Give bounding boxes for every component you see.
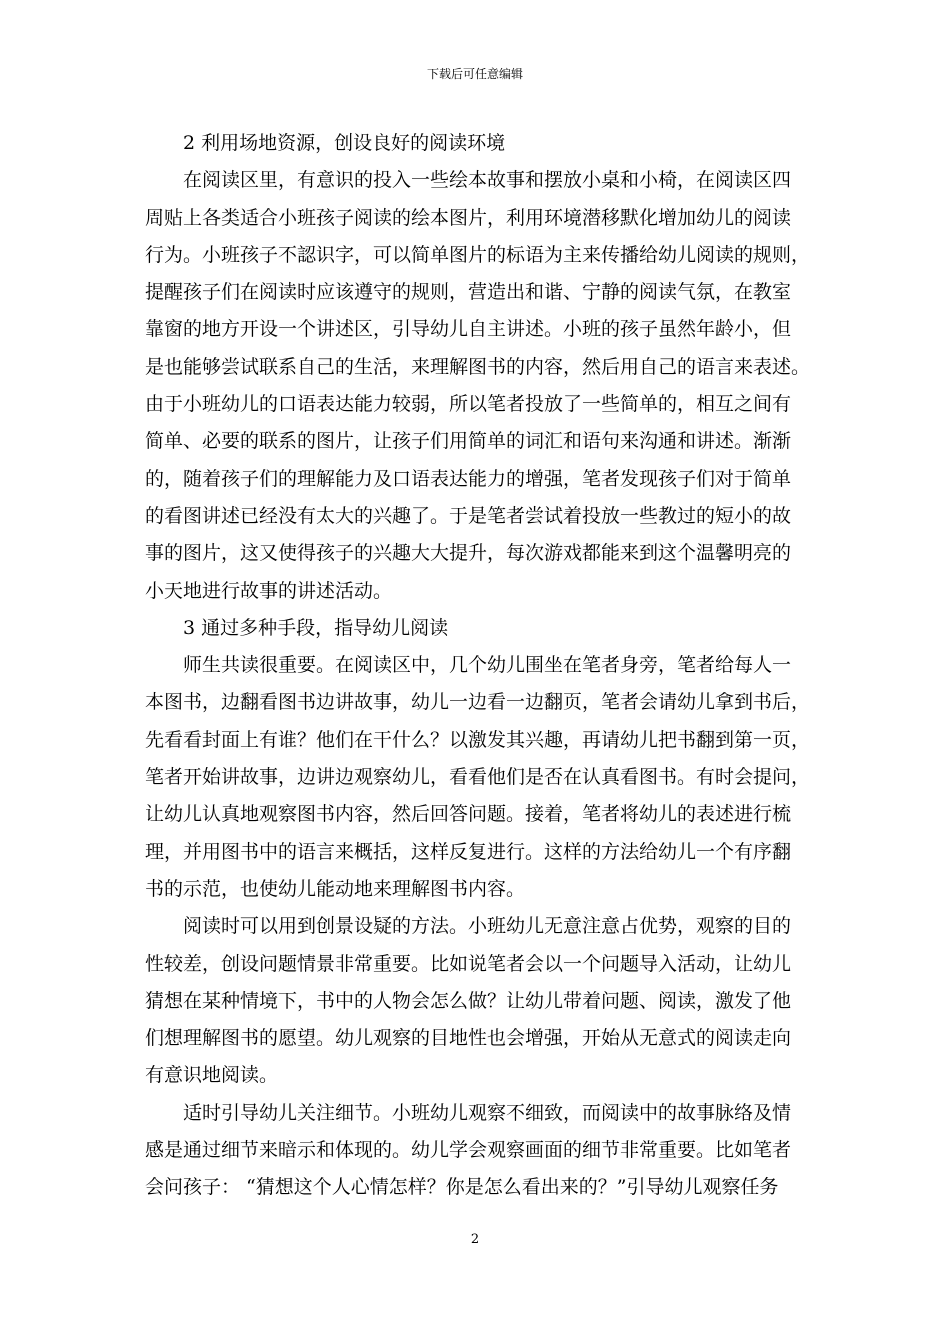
text-line: 会问孩子： “猜想这个人心情怎样？你是怎么看出来的？”引导幼儿观察任务 bbox=[145, 1176, 779, 1199]
text-line: 理，并用图书中的语言来概括，这样反复进行。这样的方法给幼儿一个有序翻 bbox=[145, 840, 792, 863]
text-line: 2 利用场地资源，创设良好的阅读环境 bbox=[183, 132, 506, 154]
text-line: 行为。小班孩子不認识字，可以简单图片的标语为主来传播给幼儿阅读的规则， bbox=[145, 243, 811, 266]
text-line: 本图书，边翻看图书边讲故事，幼儿一边看一边翻页，笔者会请幼儿拿到书后， bbox=[145, 691, 811, 714]
text-line: 提醒孩子们在阅读时应该遵守的规则，营造出和谐、宁静的阅读气氛，在教室 bbox=[145, 281, 792, 304]
text-line: 的看图讲述已经没有太大的兴趣了。于是笔者尝试着投放一些教过的短小的故 bbox=[145, 504, 792, 527]
text-line: 在阅读区里，有意识的投入一些绘本故事和摆放小桌和小椅，在阅读区四 bbox=[183, 169, 792, 192]
text-line: 让幼儿认真地观察图书内容，然后回答问题。接着，笔者将幼儿的表述进行梳 bbox=[145, 803, 792, 826]
text-line: 周贴上各类适合小班孩子阅读的绘本图片，利用环境潜移默化增加幼儿的阅读 bbox=[145, 206, 792, 229]
text-line: 先看看封面上有谁？他们在干什么？以激发其兴趣，再请幼儿把书翻到第一页， bbox=[145, 728, 811, 751]
text-line: 性较差，创设问题情景非常重要。比如说笔者会以一个问题导入活动，让幼儿 bbox=[145, 952, 792, 975]
document-body bbox=[145, 125, 809, 1207]
text-line: 事的图片，这又使得孩子的兴趣大大提升，每次游戏都能来到这个温馨明亮的 bbox=[145, 542, 792, 565]
text-line: 阅读时可以用到创景设疑的方法。小班幼儿无意注意占优势，观察的目的 bbox=[183, 915, 792, 938]
text-line: 猜想在某种情境下，书中的人物会怎么做？让幼儿带着问题、阅读，激发了他 bbox=[145, 989, 792, 1012]
text-line: 有意识地阅读。 bbox=[145, 1064, 279, 1087]
text-line: 们想理解图书的愿望。幼儿观察的目地性也会增强，开始从无意式的阅读走向 bbox=[145, 1027, 792, 1050]
text-line: 笔者开始讲故事，边讲边观察幼儿，看看他们是否在认真看图书。有时会提问， bbox=[145, 766, 811, 789]
text-line: 是也能够尝试联系自己的生活，来理解图书的内容，然后用自己的语言来表述。 bbox=[145, 355, 811, 378]
text-line: 简单、必要的联系的图片，让孩子们用简单的词汇和语句来沟通和讲述。渐渐 bbox=[145, 430, 792, 453]
page-header: 下载后可任意编辑 bbox=[426, 67, 523, 81]
text-line: 适时引导幼儿关注细节。小班幼儿观察不细致，而阅读中的故事脉络及情 bbox=[183, 1101, 792, 1124]
text-line: 的，随着孩子们的理解能力及口语表达能力的增强，笔者发现孩子们对于简单 bbox=[145, 467, 792, 490]
text-line: 感是通过细节来暗示和体现的。幼儿学会观察画面的细节非常重要。比如笔者 bbox=[145, 1139, 792, 1162]
text-line: 由于小班幼儿的口语表达能力较弱，所以笔者投放了一些简单的，相互之间有 bbox=[145, 393, 792, 416]
text-line: 师生共读很重要。在阅读区中，几个幼儿围坐在笔者身旁，笔者给每人一 bbox=[183, 654, 792, 677]
text-line: 靠窗的地方开设一个讲述区，引导幼儿自主讲述。小班的孩子虽然年龄小，但 bbox=[145, 318, 792, 341]
text-line: 3 通过多种手段，指导幼儿阅读 bbox=[183, 616, 449, 639]
text-line: 小天地进行故事的讲述活动。 bbox=[145, 579, 393, 602]
page-number: 2 bbox=[470, 1232, 480, 1247]
text-line: 书的示范，也使幼儿能动地来理解图书内容。 bbox=[145, 877, 526, 900]
